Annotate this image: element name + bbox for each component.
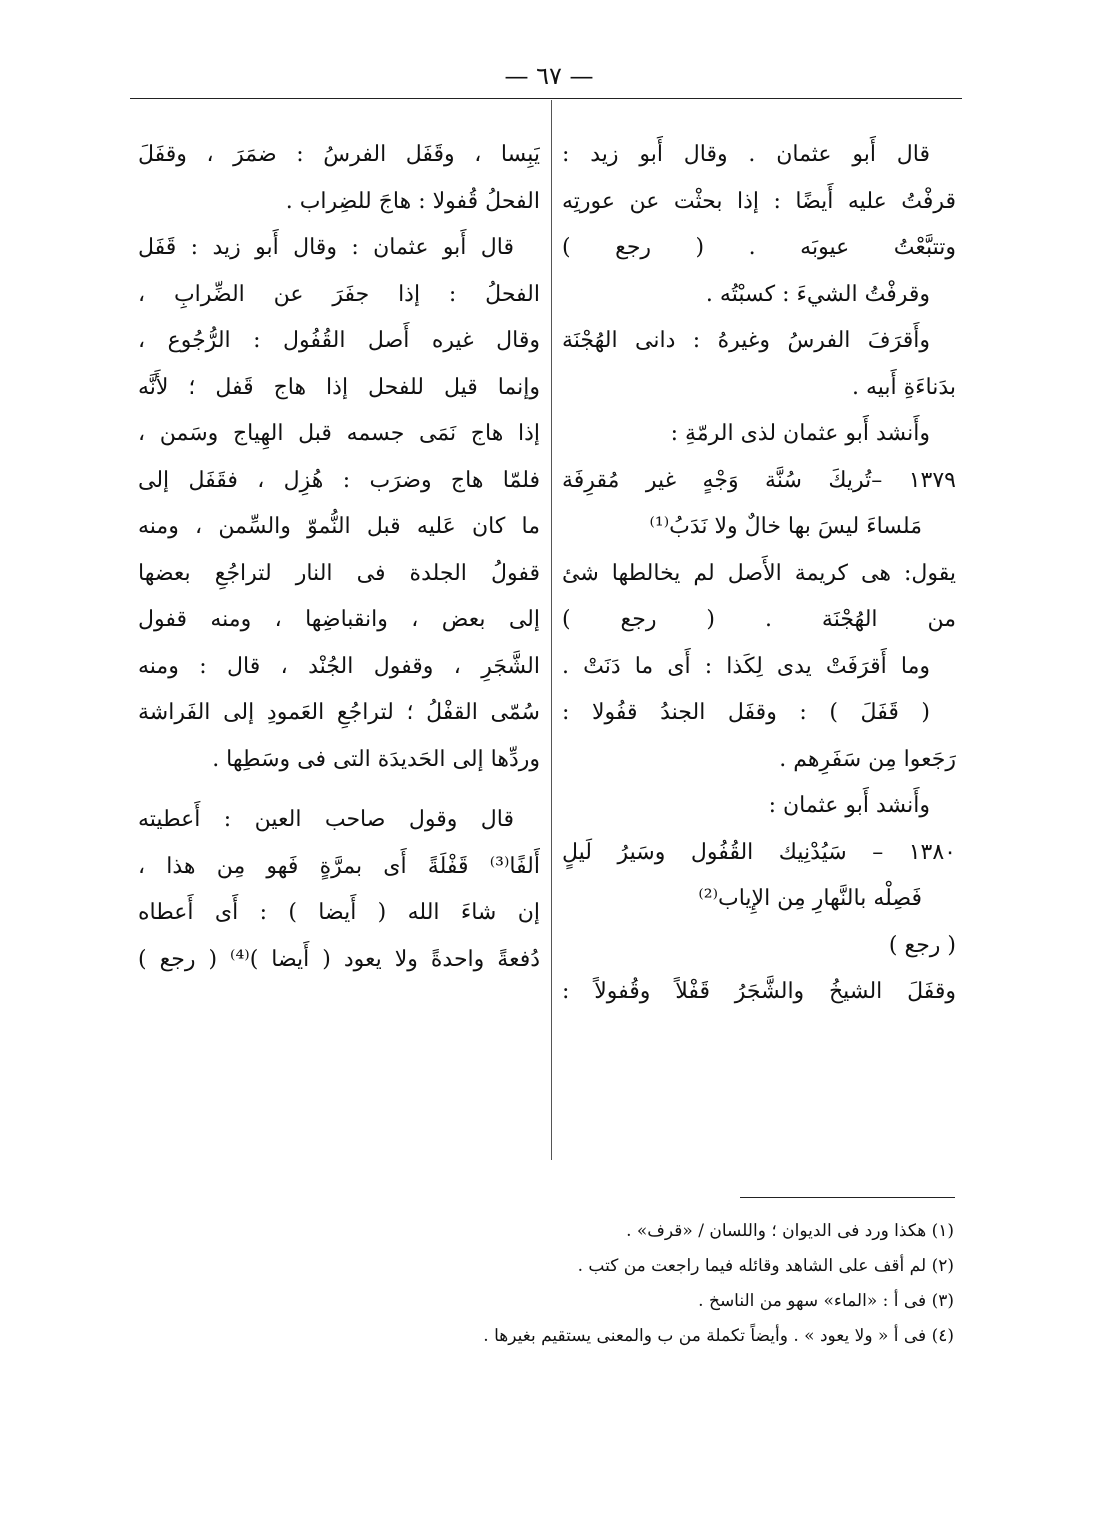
text-line: وإنما قيل للفحل إذا هاج قَفل ؛ لأَنَّه: [138, 374, 540, 400]
footnote: (١) هكذا ورد فى الديوان ؛ واللسان / «قرف» .: [626, 1221, 954, 1241]
text-line: قال أَبو عثمان . وقال أَبو زيد :: [562, 142, 930, 167]
paragraph-gap: [138, 783, 540, 797]
footnotes: [330, 1214, 954, 1354]
footnote: (٣) فى أ : «الماء» سهو من الناسخ .: [698, 1291, 954, 1311]
text-line: سُمّى القفْلُ ؛ لتراجُعِ العَمودِ إلى الفَراشة: [138, 700, 540, 725]
text-line: أَلفًا⁽³⁾ قَفْلَةً أَى بمرَّةٍ فَهو مِن هذا ،: [138, 853, 540, 879]
footnote-rule: [740, 1197, 955, 1198]
text-line: قال أَبو عثمان : وقال أَبو زيد : قَفَل: [138, 235, 514, 260]
text-line: وأَنشد أَبو عثمان لذى الرمّةِ :: [670, 421, 930, 446]
text-line: قفولُ الجلدة فى النار لتراجُعِ بعضها: [138, 560, 540, 586]
text-line: وما أَقرَفَتْ يدى لِكَذا : أَى ما دَنَتْ .: [562, 653, 930, 679]
text-line: قرفْتُ عليه أَيضًا : إذا بحثْت عن عورتِه: [562, 188, 956, 214]
footnote: (٢) لم أقف على الشاهد وقائله فيما راجعت من كتب .: [577, 1256, 954, 1276]
text-line: الفحلُ قُفولا : هاجَ للضِراب .: [285, 188, 540, 214]
text-line: ( رجع ): [888, 932, 956, 958]
text-line: وتتبَّعْتُ عيوبَه . ( رجع ): [562, 235, 956, 260]
text-line: إلى بعض ، وانقباضِها ، ومنه قفول: [138, 607, 540, 632]
text-line: وأَقرَفَ الفرسُ وغيرهُ : دانى الهُجْنَة: [562, 328, 930, 353]
text-line: رَجَعوا مِن سَفَرِهم .: [779, 746, 956, 772]
text-line: إن شاءَ الله ( أَيضا ) : أَى أَعطاه: [138, 900, 540, 925]
header-rule: [130, 98, 962, 99]
text-line: بدَناءَةِ أَبيه .: [851, 374, 956, 400]
column-divider: [551, 100, 552, 1160]
text-line: يقول: هى كريمة الأَصل لم يخالطها شئ: [562, 560, 956, 586]
page-number: — ٦٧ —: [504, 62, 594, 90]
text-line: الفحلُ : إذا جفَرَ عن الضِّرابِ ،: [138, 281, 540, 307]
text-line: وردِّها إلى الحَديدَة التى فى وسَطِها .: [212, 746, 540, 772]
text-line: ما كان عَليه قبل النُّموّ والسِّمن ، ومنه: [138, 514, 540, 539]
text-line: فلمّا هاج وضرَب : هُزِل ، فقَفَل إلى: [138, 467, 540, 493]
text-line: الشَّجَرِ ، وقفول الجُنْد ، قال : ومنه: [138, 653, 540, 679]
left-column: [138, 132, 540, 983]
text-line: مَلساءَ ليسَ بها خالٌ ولا نَدَبُ⁽¹⁾: [649, 514, 922, 539]
text-line: يَبِسا ، وقَفَل الفرسُ : ضمَرَ ، وقفَلَ: [138, 142, 540, 167]
text-line: دُفعةً واحدةً ولا يعود ( أَيضا )⁽⁴⁾ ( رجع ): [138, 946, 540, 972]
text-line: إذا هاج نَمَى جسمه قبل الهِياج وسَمن ،: [138, 421, 540, 446]
text-line: ١٣٨٠ – سَيُدْنِيك القُفُول وسَيرُ لَيلٍ: [562, 839, 956, 865]
text-line: ( قَفَلَ ) : وقفَل الجندُ قفُولا :: [562, 700, 930, 725]
text-line: قال وقول صاحب العين : أَعطيته: [138, 807, 514, 832]
text-line: ١٣٧٩ –تُريكَ سُنَّة وَجْهٍ غير مُقرِفَة: [562, 467, 956, 493]
right-column: [562, 132, 956, 1016]
text-line: وأَنشد أَبو عثمان :: [768, 793, 930, 818]
text-line: فَصِلْه بالنَّهارِ مِن الإِياب⁽²⁾: [698, 886, 922, 911]
text-line: من الهُجْنَة . ( رجع ): [562, 607, 956, 632]
text-line: وقال غيره أَصل القُفُول : الرُّجُوع ،: [138, 328, 540, 353]
text-line: وقفَلَ الشيخُ والشَّجَرُ قَفْلاً وقُفولاً :: [562, 979, 956, 1004]
footnote: (٤) فى أ « ولا يعود » . وأيضاً تكملة من ب والمعنى يستقيم بغيرها .: [483, 1326, 954, 1346]
text-line: وقرفْتُ الشيءَ : كسبْتُه .: [705, 281, 930, 307]
